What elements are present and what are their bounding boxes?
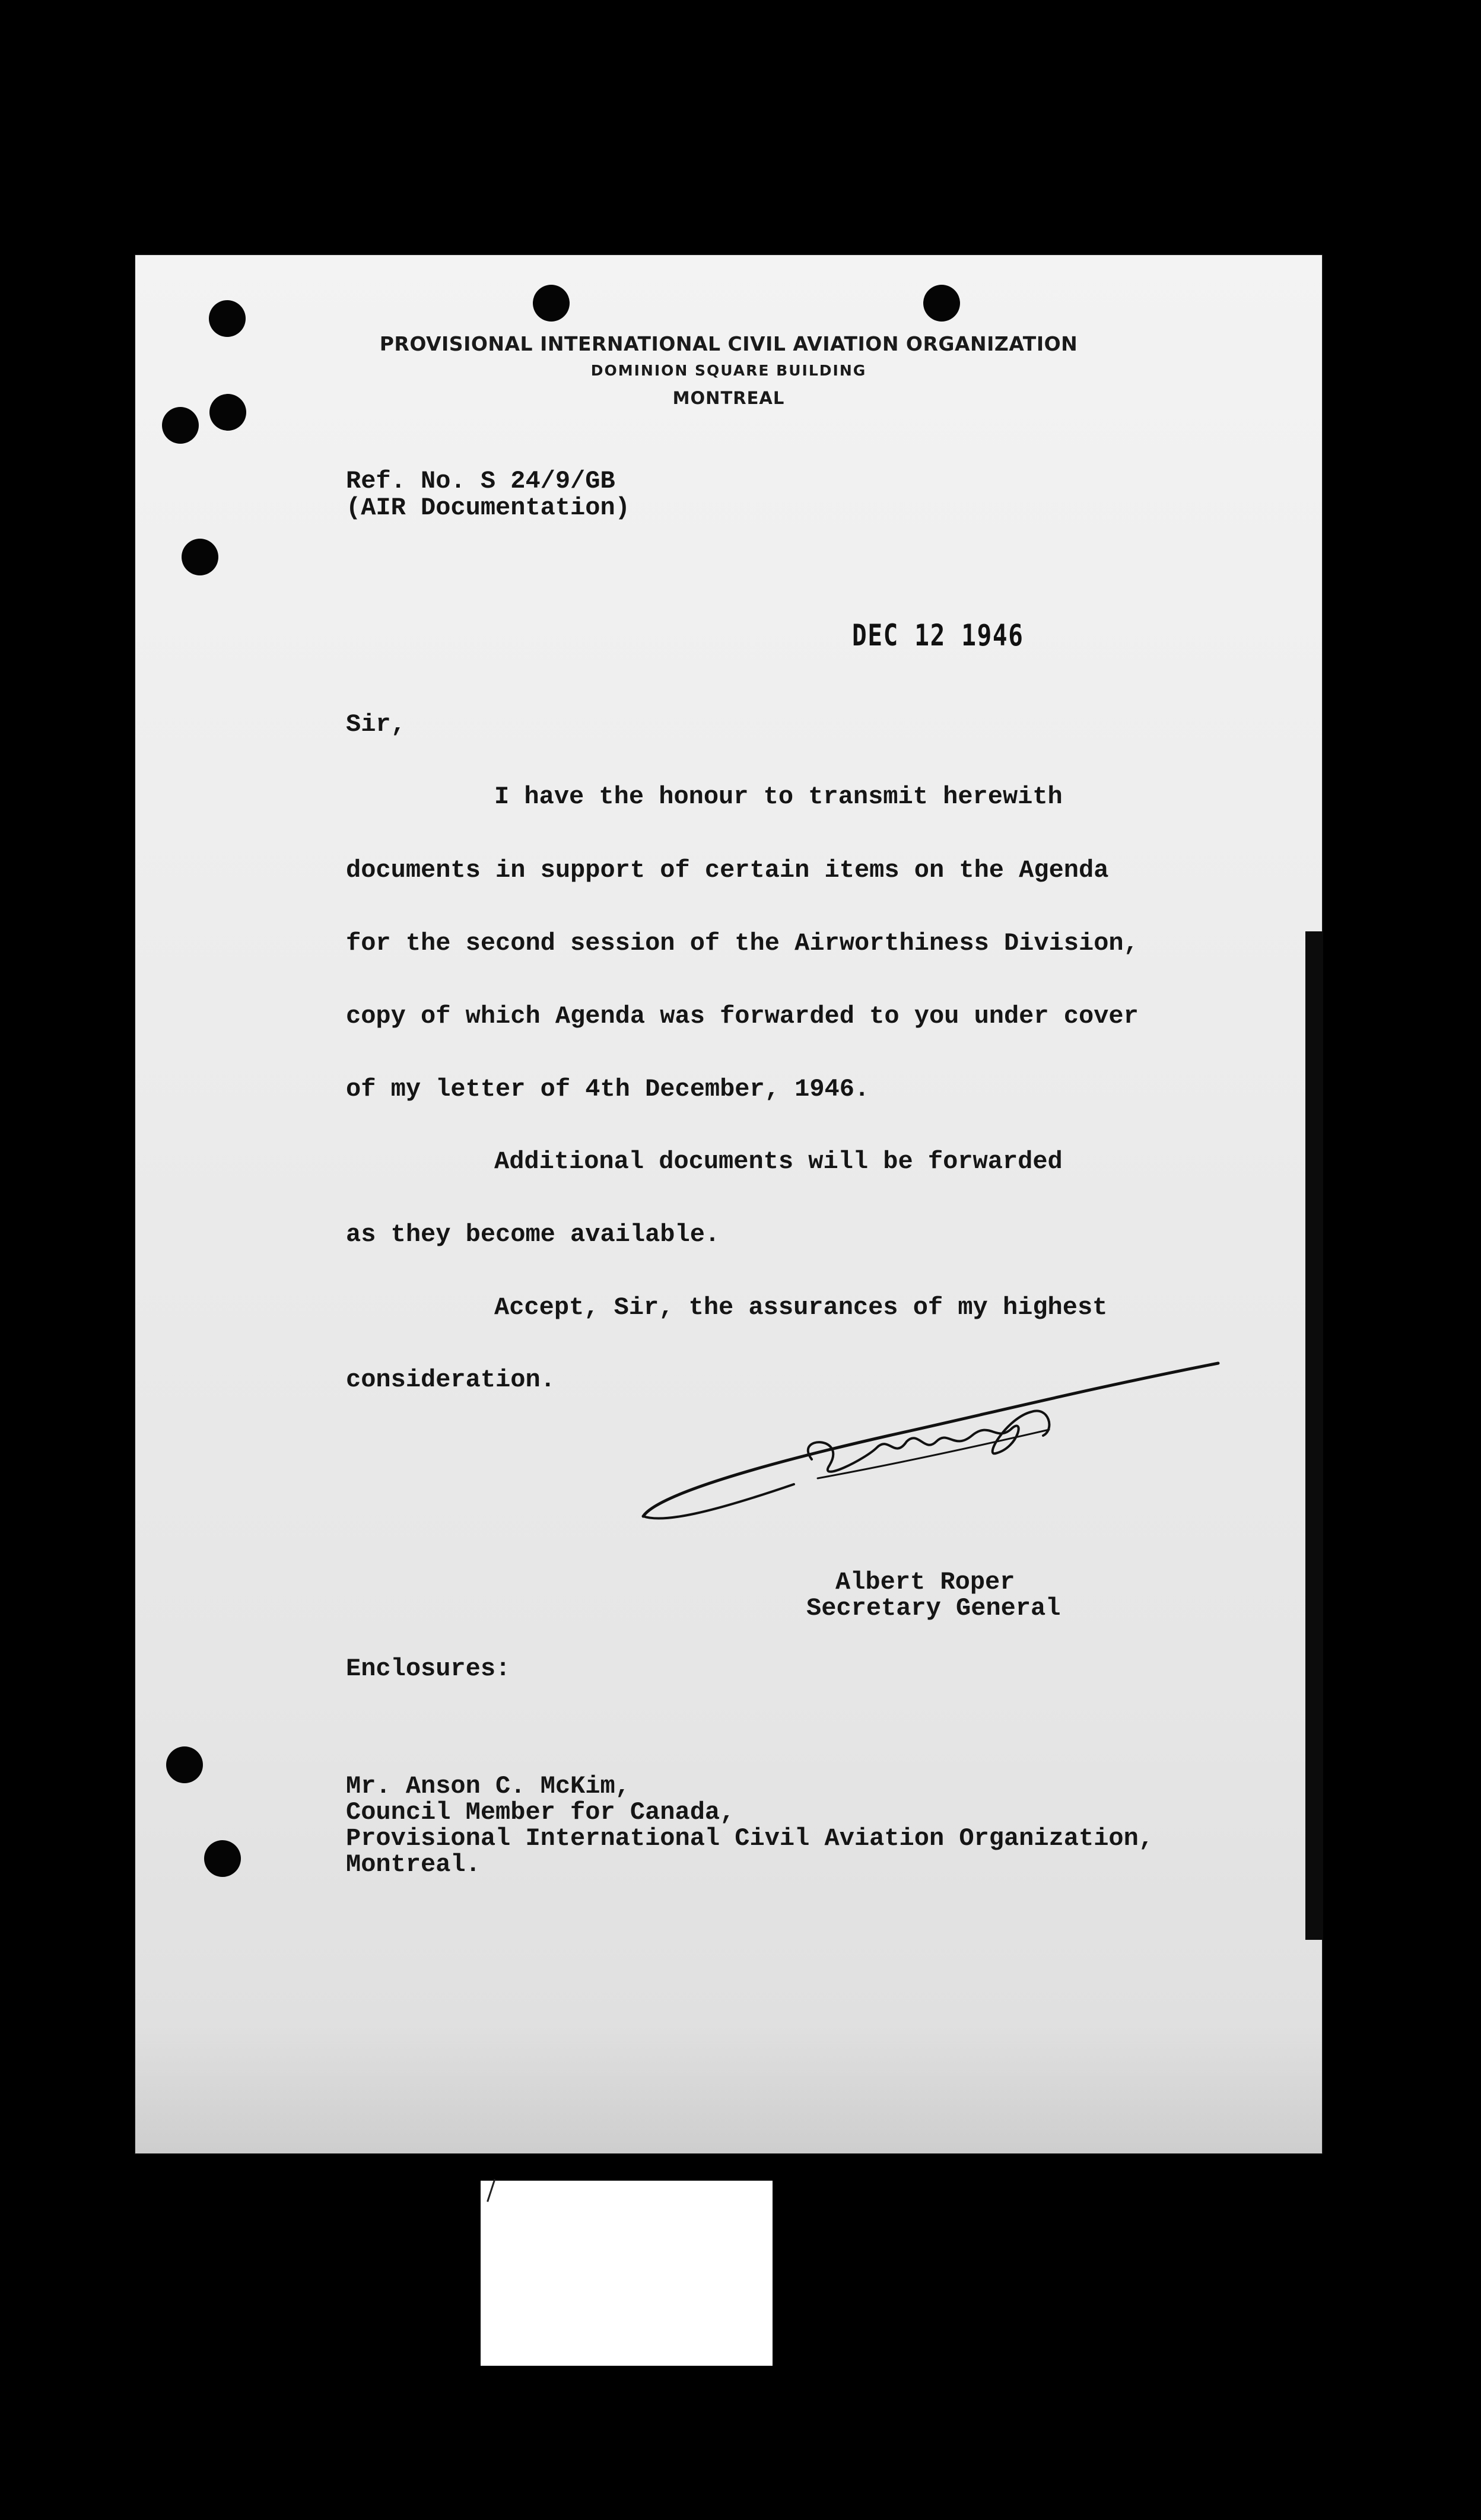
punch-hole	[209, 300, 246, 337]
punch-hole	[162, 407, 199, 444]
addressee-line: Provisional International Civil Aviation Organization,	[346, 1824, 1154, 1853]
signatory-title: Secretary General	[806, 1594, 1061, 1622]
body-line: consideration.	[346, 1366, 555, 1394]
body-line: copy of which Agenda was forwarded to you under cover	[346, 1002, 1139, 1030]
punch-hole	[923, 285, 960, 322]
body-line: documents in support of certain items on the Agenda	[346, 856, 1109, 884]
body-line: I have the honour to transmit herewith	[494, 782, 1063, 811]
punch-hole	[533, 285, 570, 322]
letterhead-organization: PROVISIONAL INTERNATIONAL CIVIL AVIATION ORGANIZATION	[379, 332, 1078, 355]
reference-number: Ref. No. S 24/9/GB	[346, 467, 615, 495]
letterhead-city: MONTREAL	[672, 388, 785, 408]
punch-hole	[166, 1746, 203, 1783]
addressee-line: Mr. Anson C. McKim,	[346, 1772, 630, 1800]
signatory-name: Albert Roper	[835, 1568, 1015, 1596]
body-line: of my letter of 4th December, 1946.	[346, 1075, 870, 1103]
body-line: as they become available.	[346, 1220, 720, 1249]
body-line: Accept, Sir, the assurances of my highest	[494, 1293, 1108, 1322]
salutation: Sir,	[346, 710, 406, 739]
body-line: for the second session of the Airworthiness Division,	[346, 929, 1139, 957]
paper-edge-shadow	[1305, 931, 1323, 1940]
punch-hole	[204, 1840, 241, 1877]
punch-hole	[182, 539, 218, 575]
addressee-line: Montreal.	[346, 1850, 481, 1879]
handwritten-signature	[640, 1347, 1233, 1536]
letter-page	[135, 255, 1322, 2153]
body-line: Additional documents will be forwarded	[494, 1147, 1063, 1176]
addressee-line: Council Member for Canada,	[346, 1798, 735, 1827]
letterhead-building: DOMINION SQUARE BUILDING	[590, 362, 867, 379]
archive-label-card	[481, 2181, 773, 2366]
date-stamp: DEC 12 1946	[852, 618, 1024, 653]
reference-subject: (AIR Documentation)	[346, 494, 630, 522]
enclosures-label: Enclosures:	[346, 1654, 511, 1683]
